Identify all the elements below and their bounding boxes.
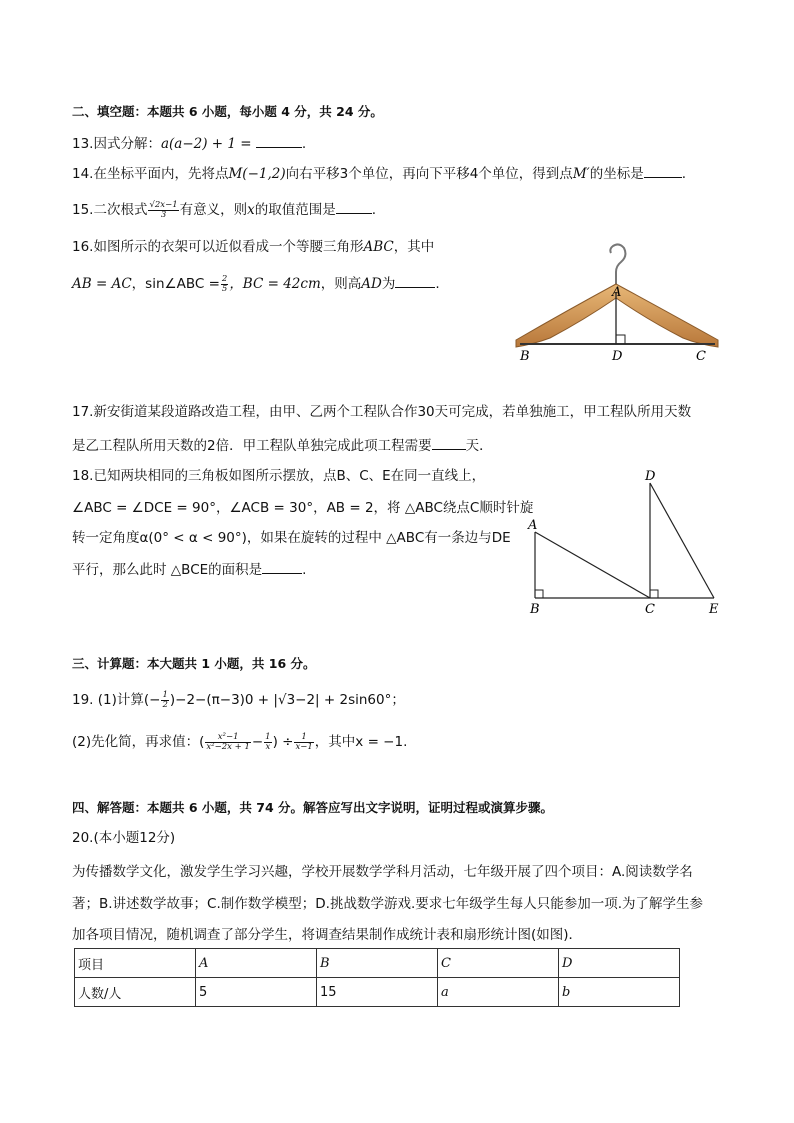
q16-text-a: 16.如图所示的衣架可以近似看成一个等腰三角形 <box>72 239 364 255</box>
q16-text-end: ，则高 <box>320 276 362 292</box>
table-header-row <box>75 949 680 978</box>
table-cell: 15 <box>317 978 438 1007</box>
q16-text-end2: 为 <box>381 276 396 292</box>
hanger-label-c: C <box>696 349 706 364</box>
q19-p2-fraction-3 <box>294 733 313 752</box>
q17-answer-blank[interactable] <box>432 435 466 450</box>
q15-var: x <box>247 202 255 218</box>
triangles-figure <box>520 465 725 620</box>
q15-answer-blank[interactable] <box>336 199 372 214</box>
hanger-label-a: A <box>612 285 622 300</box>
q19-p2-frac3-den: x−1 <box>295 741 313 752</box>
table-cell: A <box>196 949 317 978</box>
table-cell: 5 <box>196 978 317 1007</box>
question-14 <box>72 163 686 184</box>
question-15 <box>72 199 376 220</box>
table-cell: D <box>559 949 680 978</box>
question-16-line2 <box>72 273 440 294</box>
q18-period: . <box>302 562 307 578</box>
table-cell: 项目 <box>75 949 196 978</box>
right-angle-c <box>650 590 658 598</box>
q16-bc: ，BC = 42cm <box>229 276 321 292</box>
q19-p2-minus: − <box>251 734 264 750</box>
q15-fraction <box>148 201 178 220</box>
q13-answer-blank[interactable] <box>256 133 302 148</box>
question-20-title: 20.(本小题12分) <box>72 830 176 846</box>
q17-text-a: 是乙工程队所用天数的2倍．甲工程队单独完成此项工程需要 <box>72 438 432 454</box>
table-cell: C <box>438 949 559 978</box>
q19-p2-fraction-1 <box>205 733 250 752</box>
question-16-line1 <box>72 237 434 257</box>
q19-p2-frac3-num: 1 <box>294 733 313 743</box>
question-13 <box>72 133 306 154</box>
q16-frac-num: 2 <box>221 273 228 284</box>
q14-period: . <box>681 166 686 182</box>
q14-point2: M′ <box>572 166 590 182</box>
q13-period: . <box>301 136 307 152</box>
q16-frac-den: 5 <box>221 283 228 294</box>
question-18-line1: 18.已知两块相同的三角板如图所示摆放，点B、C、E在同一直线上， <box>72 468 486 484</box>
q16-sin: ，sin∠ABC = <box>131 276 220 292</box>
q19-p1-text-b: )−2−(π−3)0 + |√3−2| + 2sin60°； <box>169 692 405 708</box>
section-3-header: 三、计算题：本大题共 1 小题，共 16 分。 <box>72 656 316 671</box>
fig18-label-c: C <box>645 602 655 617</box>
q15-frac-num: √2x−1 <box>149 199 178 210</box>
table-cell: a <box>438 978 559 1007</box>
q16-answer-blank[interactable] <box>395 273 435 288</box>
right-angle-mark <box>616 335 625 344</box>
q18-text-a: 平行，那么此时 △BCE的面积是 <box>72 562 263 578</box>
q14-point: M(−1,2) <box>228 166 286 182</box>
q14-answer-blank[interactable] <box>644 163 682 178</box>
q18-answer-blank[interactable] <box>262 559 302 574</box>
side-de <box>650 483 714 598</box>
q13-math: a(a−2) + 1 = <box>160 136 252 152</box>
question-17-line1: 17.新安街道某段道路改造工程，由甲、乙两个工程队合作30天可完成，若单独施工，甲工程队所用天数 <box>72 404 692 420</box>
q19-p1-frac-num: 1 <box>162 689 168 700</box>
q14-text-a: 14.在坐标平面内，先将点 <box>72 166 229 182</box>
question-19-part1 <box>72 690 405 710</box>
question-18-line4 <box>72 559 306 580</box>
q16-ad: AD <box>361 276 382 292</box>
q16-fraction <box>221 275 228 294</box>
q19-p2-div: ) ÷ <box>272 734 294 750</box>
q19-p2-text-a: (2)先化简，再求值：( <box>72 734 205 750</box>
q19-p2-frac1-den: x²−2x + 1 <box>206 741 250 752</box>
hook-icon <box>610 244 625 285</box>
q14-text-b: 向右平移3个单位，再向下平移4个单位，得到点 <box>285 166 573 182</box>
q19-p2-frac2-num: 1 <box>265 731 271 742</box>
side-ac <box>535 532 650 598</box>
table-row <box>75 978 680 1007</box>
q16-period: . <box>435 276 440 292</box>
q15-text-b: 有意义，则 <box>179 202 248 218</box>
q19-p2-text-b: ，其中x = −1. <box>314 734 408 750</box>
q15-period: . <box>371 202 377 218</box>
q19-p2-fraction-2 <box>264 733 271 752</box>
q19-p1-text-a: 19. (1)计算(− <box>72 692 161 708</box>
q19-p2-frac1-num: x²−1 <box>205 733 250 743</box>
question-17-line2 <box>72 435 493 456</box>
q14-text-c: 的坐标是 <box>589 166 644 182</box>
question-18-line2: ∠ABC = ∠DCE = 90°，∠ACB = 30°，AB = 2，将 △ABC绕点C顺时针旋 <box>72 500 534 516</box>
question-20-line3: 加各项目情况，随机调查了部分学生，将调查结果制作成统计表和扇形统计图(如图)． <box>72 927 583 943</box>
hanger-label-d: D <box>612 349 623 364</box>
section-4-header: 四、解答题：本题共 6 小题，共 74 分。解答应写出文字说明，证明过程或演算步骤。 <box>72 800 554 815</box>
question-20-line1: 为传播数学文化，激发学生学习兴趣，学校开展数学学科月活动，七年级开展了四个项目：A.阅读数学名 <box>72 864 693 880</box>
fig18-label-b: B <box>530 602 540 617</box>
q13-text: 13.因式分解： <box>72 136 161 152</box>
q15-frac-den: 3 <box>160 209 167 220</box>
section-2-header: 二、填空题：本题共 6 小题，每小题 4 分，共 24 分。 <box>72 104 383 119</box>
q17-text-b: 天． <box>465 438 493 454</box>
question-19-part2 <box>72 732 407 752</box>
question-18-line3: 转一定角度α(0° < α < 90°)，如果在旋转的过程中 △ABC有一条边与DE <box>72 530 511 546</box>
q19-p2-frac2-den: x <box>265 741 271 752</box>
fig18-label-a: A <box>528 518 538 533</box>
right-angle-b <box>535 590 543 598</box>
hanger-label-b: B <box>520 349 530 364</box>
q16-text-b: ，其中 <box>393 239 435 255</box>
table-cell: b <box>559 978 680 1007</box>
q19-p1-fraction <box>161 691 168 710</box>
fig18-label-d: D <box>645 469 656 484</box>
q16-condition: AB = AC <box>72 276 132 292</box>
table-cell: 人数/人 <box>75 978 196 1007</box>
q15-text-a: 15.二次根式 <box>72 202 148 218</box>
fig18-label-e: E <box>709 602 719 617</box>
q16-triangle: ABC <box>363 239 394 255</box>
q15-text-c: 的取值范围是 <box>254 202 336 218</box>
hanger-figure <box>508 240 723 365</box>
question-20-line2: 著；B.讲述数学故事；C.制作数学模型；D.挑战数学游戏.要求七年级学生每人只能参加一项.为了解学生参 <box>72 896 704 912</box>
survey-table <box>74 948 680 1007</box>
table-cell: B <box>317 949 438 978</box>
q19-p1-frac-den: 2 <box>162 699 168 710</box>
